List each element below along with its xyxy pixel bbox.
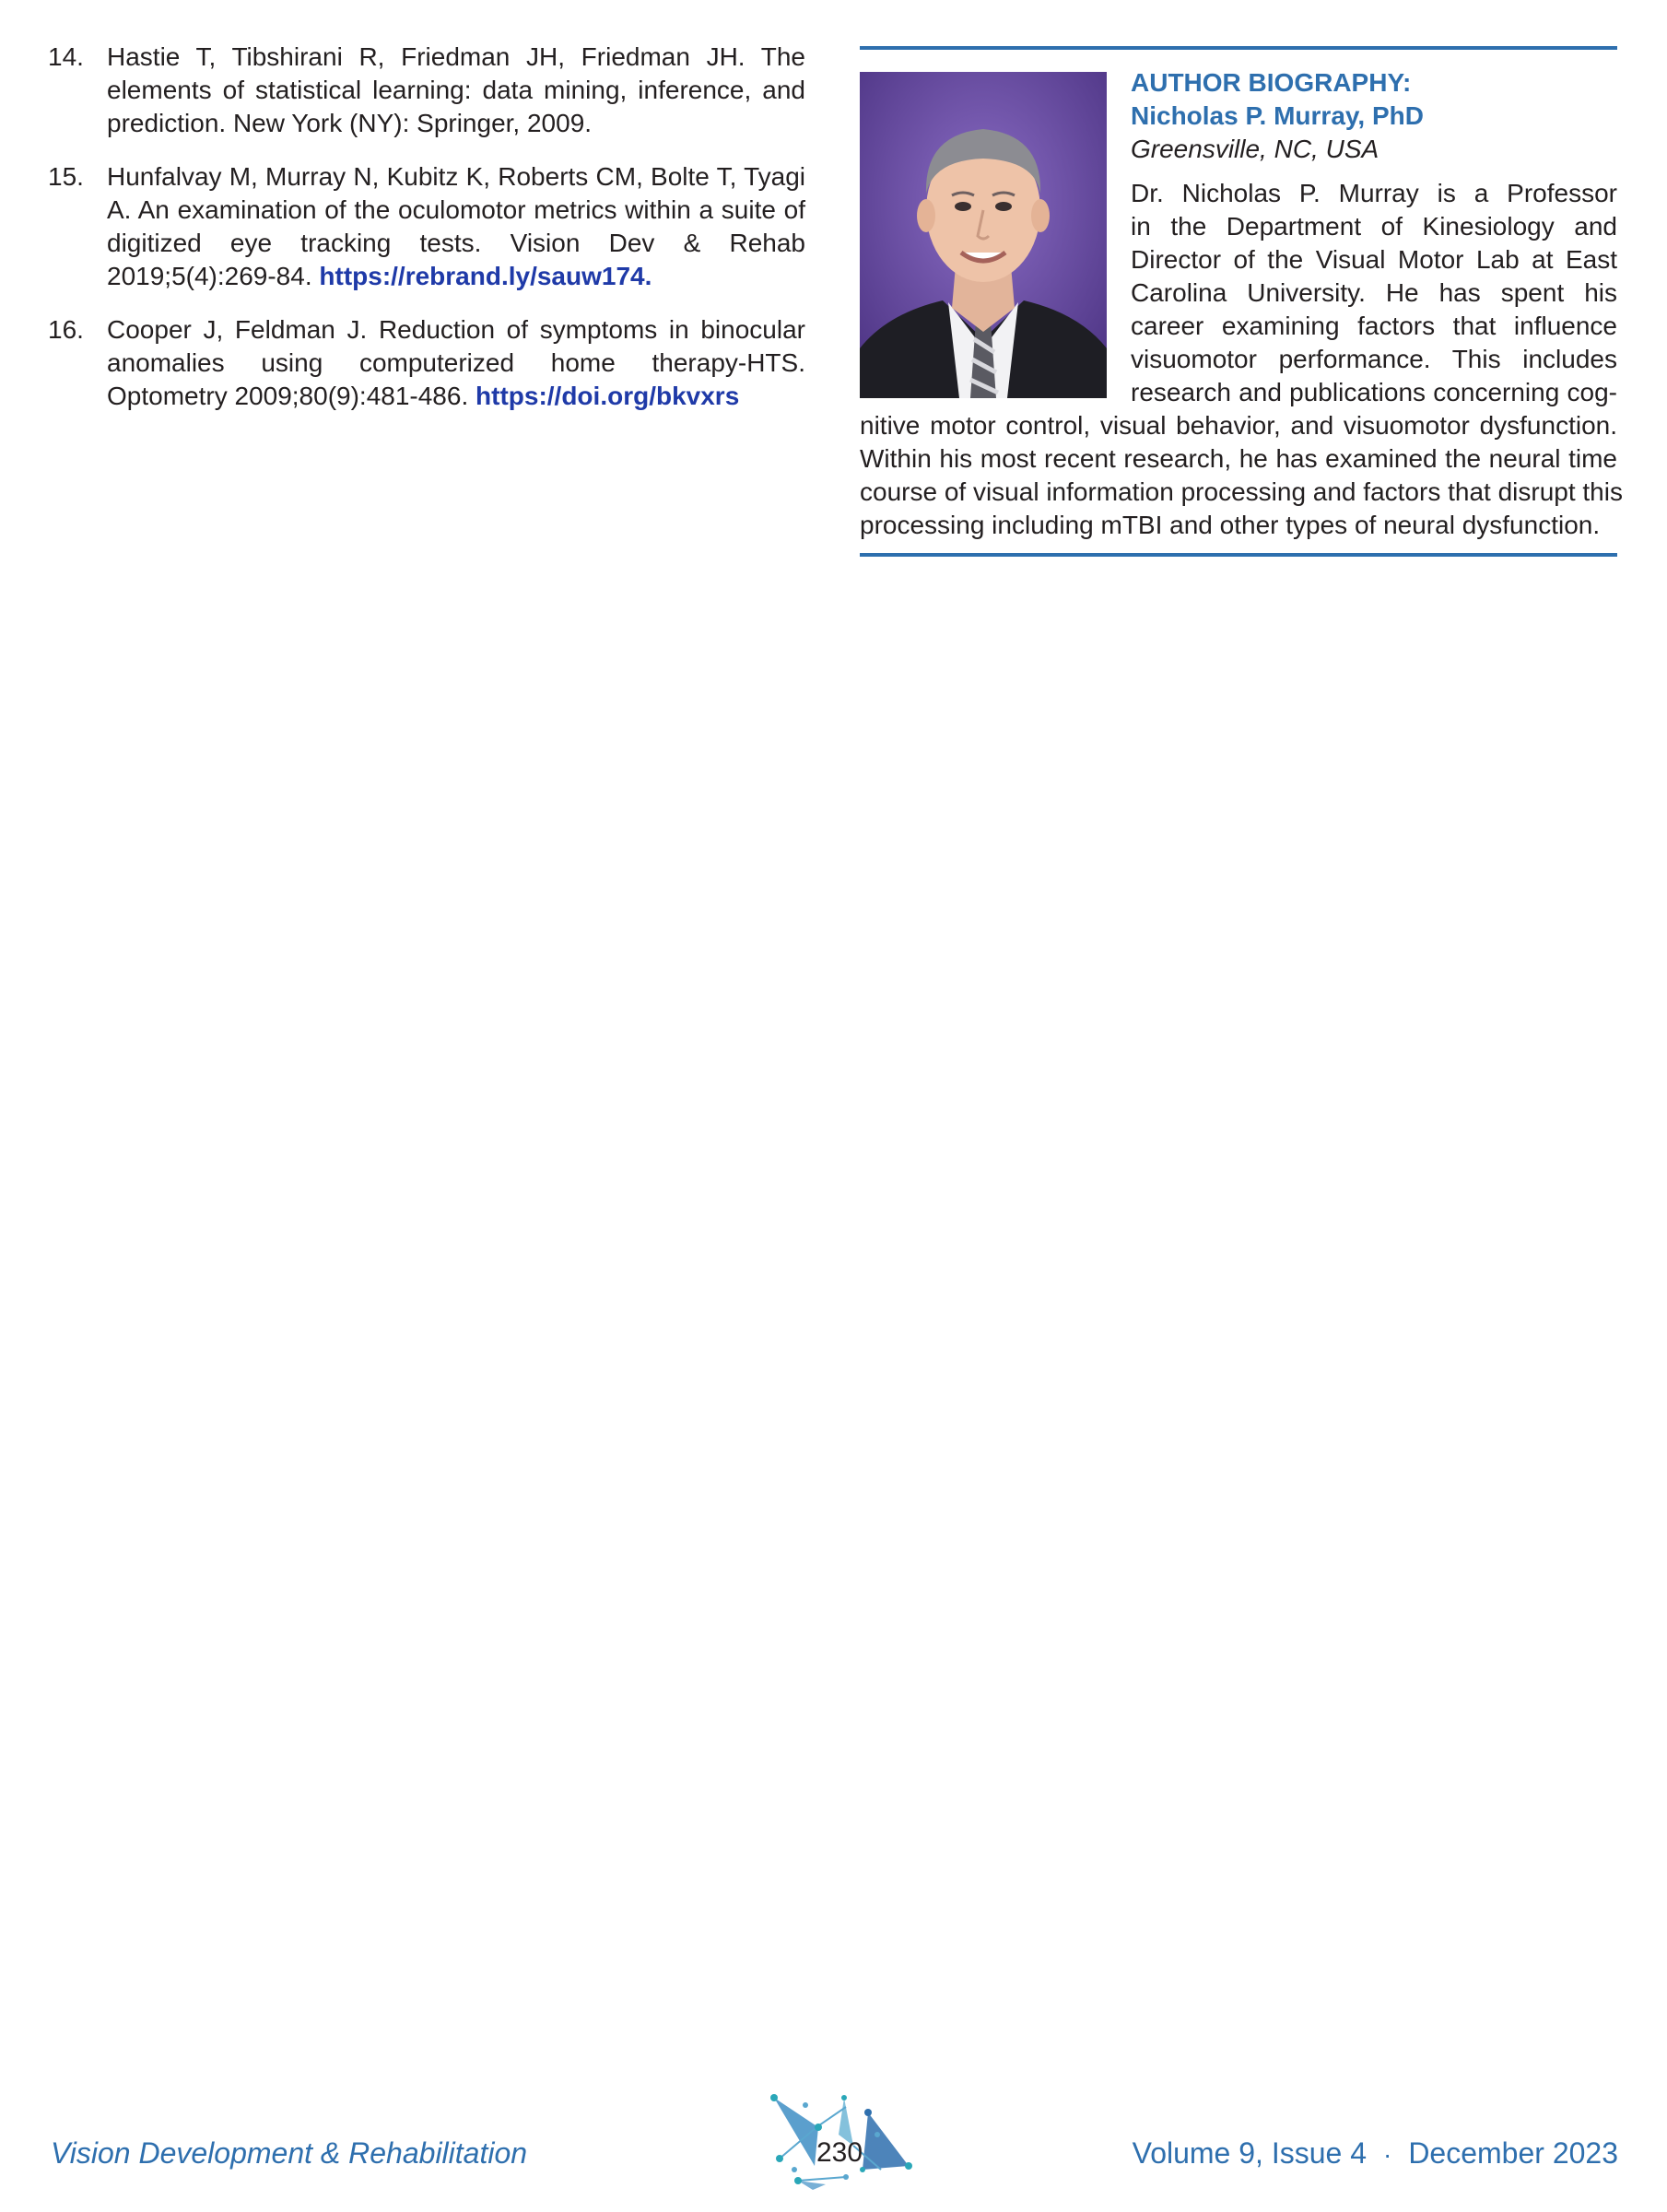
biography-line: Carolina University. He has spent his <box>1131 278 1617 307</box>
biography-line: Director of the Visual Motor Lab at East <box>1131 245 1617 274</box>
biography-line: career examining factors that influence <box>1131 312 1617 340</box>
biography-line: research and publications concerning cog- <box>1131 378 1617 406</box>
footer-issue-info <box>1133 2135 1618 2173</box>
reference-text: Hastie T, Tibshirani R, Friedman JH, Friedman JH. The elements of statistical learning: data mining, inference, and prediction. New York (NY): Springer, 2009. <box>107 42 805 137</box>
biography-line: course of visual information processing and factors that disrupt this <box>860 477 1623 506</box>
biography-line: Dr. Nicholas P. Murray is a Professor <box>1131 179 1617 207</box>
biography-text-beside-photo <box>1131 177 1617 409</box>
reference-item <box>48 41 805 140</box>
reference-item <box>48 313 805 413</box>
biography-line: Within his most recent research, he has examined the neural time <box>860 444 1617 473</box>
page-number: 230 <box>816 2137 863 2168</box>
reference-list <box>48 41 805 433</box>
reference-link[interactable]: https://rebrand.ly/sauw174. <box>319 262 652 290</box>
reference-item <box>48 160 805 293</box>
reference-text: Cooper J, Feldman J. Reduction of symptoms in binocular anomalies using computerized home therapy-HTS. Optometry 2009;80(9):481-486. <box>107 315 805 410</box>
biography-text-full-width <box>860 409 1623 542</box>
biography-line: processing including mTBI and other types of neural dysfunction. <box>860 511 1601 539</box>
biography-heading: AUTHOR BIOGRAPHY: <box>1131 68 1412 97</box>
biography-line: nitive motor control, visual behavior, and visuomotor dysfunction. <box>860 411 1617 440</box>
author-photo <box>860 72 1107 398</box>
reference-number: 15. <box>48 162 84 191</box>
author-name: Nicholas P. Murray, PhD <box>1131 101 1424 130</box>
footer-separator: · <box>1382 2140 1392 2169</box>
footer-volume-issue: Volume 9, Issue 4 <box>1132 2136 1367 2170</box>
reference-number: 14. <box>48 42 84 71</box>
author-biography-box <box>860 46 1623 557</box>
reference-text: Hunfalvay M, Murray N, Kubitz K, Roberts CM, Bolte T, Tyagi A. An examination of the oculomotor metrics within a suite of digitized eye tracking tests. Vision Dev & Rehab 2019;5(4):269-84. <box>107 162 805 290</box>
biography-line: in the Department of Kinesiology and <box>1131 212 1617 241</box>
reference-number: 16. <box>48 315 84 344</box>
biography-line: visuomotor performance. This includes <box>1131 345 1617 373</box>
reference-link[interactable]: https://doi.org/bkvxrs <box>475 382 740 410</box>
author-location: Greensville, NC, USA <box>1131 135 1379 163</box>
footer-date: December 2023 <box>1408 2136 1618 2170</box>
footer-journal-title: Vision Development & Rehabilitation <box>51 2136 528 2170</box>
